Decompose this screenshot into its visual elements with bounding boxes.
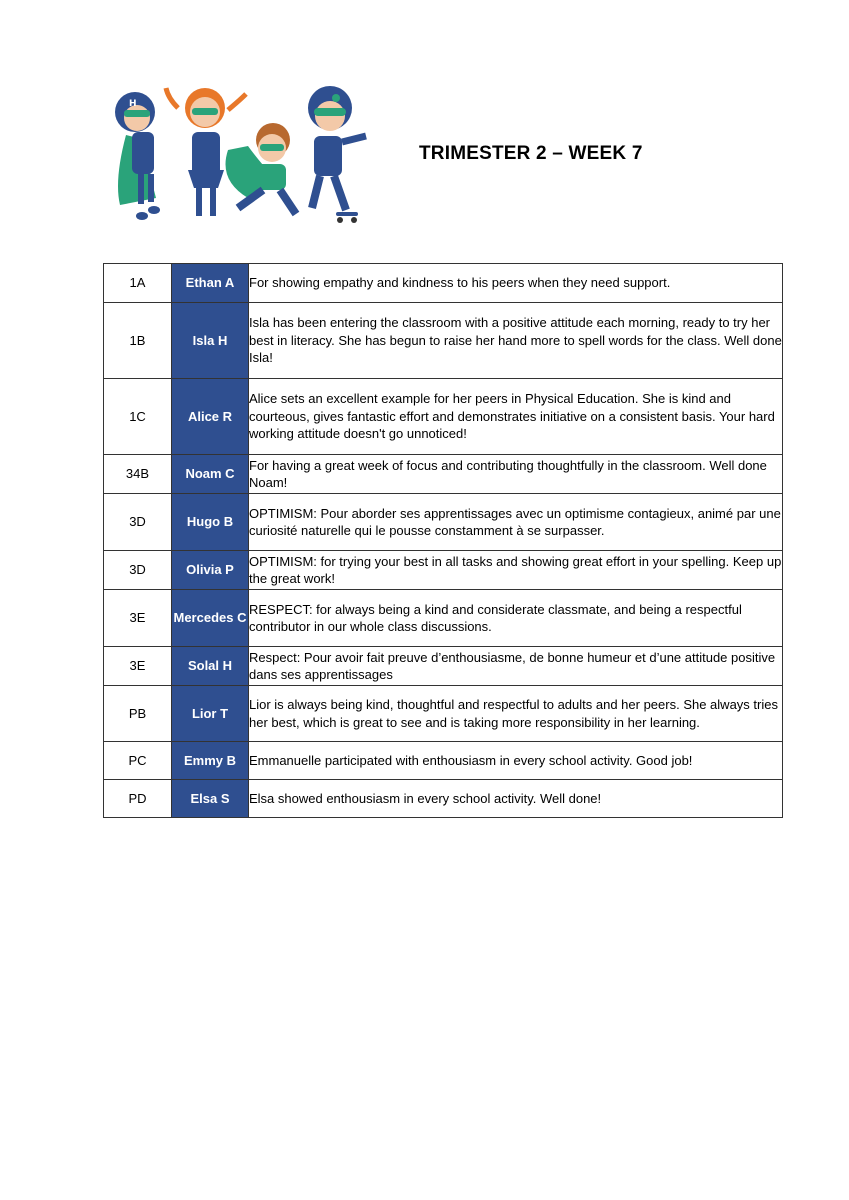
hero-kid-3 xyxy=(226,123,297,214)
class-cell: 3D xyxy=(104,494,172,551)
class-cell: 3E xyxy=(104,590,172,647)
reason-cell: OPTIMISM: Pour aborder ses apprentissages avec un optimisme contagieux, animé par une curiosité naturelle qui le pousse constamment à se surpasser. xyxy=(249,494,783,551)
class-cell: 34B xyxy=(104,455,172,494)
class-cell: PC xyxy=(104,742,172,780)
class-cell: 3E xyxy=(104,647,172,686)
student-name-cell: Ethan A xyxy=(172,264,249,303)
table-row xyxy=(104,494,783,551)
reason-cell: Emmanuelle participated with enthousiasm in every school activity. Good job! xyxy=(249,742,783,780)
student-name-cell: Isla H xyxy=(172,303,249,379)
table-row xyxy=(104,551,783,590)
class-cell: 3D xyxy=(104,551,172,590)
page-title: TRIMESTER 2 – WEEK 7 xyxy=(419,143,643,164)
student-name-cell: Mercedes C xyxy=(172,590,249,647)
hero-kid-1 xyxy=(115,92,160,220)
student-name-cell: Noam C xyxy=(172,455,249,494)
table-row xyxy=(104,686,783,742)
student-name-cell: Olivia P xyxy=(172,551,249,590)
helmet-letter: H xyxy=(129,99,137,109)
student-name-cell: Elsa S xyxy=(172,780,249,818)
class-cell: 1C xyxy=(104,379,172,455)
table-row xyxy=(104,647,783,686)
reason-cell: Lior is always being kind, thoughtful and respectful to adults and her peers. She always tries her best, which is great to see and is taking more responsibility in her learning. xyxy=(249,686,783,742)
superhero-kids-icon xyxy=(108,80,373,228)
reason-cell: Elsa showed enthousiasm in every school activity. Well done! xyxy=(249,780,783,818)
reason-cell: Isla has been entering the classroom with a positive attitude each morning, ready to try her best in literacy. She has begun to raise her hand more to spell words for the class. Well done Isla! xyxy=(249,303,783,379)
table-row xyxy=(104,590,783,647)
reason-cell: Alice sets an excellent example for her peers in Physical Education. She is kind and courteous, gives fantastic effort and demonstrates initiative on a consistent basis. Your hard working attitude doesn't go unnoticed! xyxy=(249,379,783,455)
class-cell: PD xyxy=(104,780,172,818)
awards-table xyxy=(103,263,783,818)
table-row xyxy=(104,455,783,494)
student-name-cell: Alice R xyxy=(172,379,249,455)
table-row xyxy=(104,303,783,379)
table-row xyxy=(104,780,783,818)
class-cell: PB xyxy=(104,686,172,742)
student-name-cell: Solal H xyxy=(172,647,249,686)
reason-cell: Respect: Pour avoir fait preuve d’enthousiasme, de bonne humeur et d’une attitude positive dans ses apprentissages xyxy=(249,647,783,686)
table-row xyxy=(104,379,783,455)
table-row xyxy=(104,264,783,303)
reason-cell: For showing empathy and kindness to his peers when they need support. xyxy=(249,264,783,303)
table-row xyxy=(104,742,783,780)
hero-kid-4 xyxy=(308,86,366,223)
class-cell: 1A xyxy=(104,264,172,303)
reason-cell: For having a great week of focus and contributing thoughtfully in the classroom. Well done Noam! xyxy=(249,455,783,494)
reason-cell: RESPECT: for always being a kind and considerate classmate, and being a respectful contributor in our whole class discussions. xyxy=(249,590,783,647)
student-name-cell: Lior T xyxy=(172,686,249,742)
class-cell: 1B xyxy=(104,303,172,379)
reason-cell: OPTIMISM: for trying your best in all tasks and showing great effort in your spelling. Keep up the great work! xyxy=(249,551,783,590)
student-name-cell: Hugo B xyxy=(172,494,249,551)
student-name-cell: Emmy B xyxy=(172,742,249,780)
